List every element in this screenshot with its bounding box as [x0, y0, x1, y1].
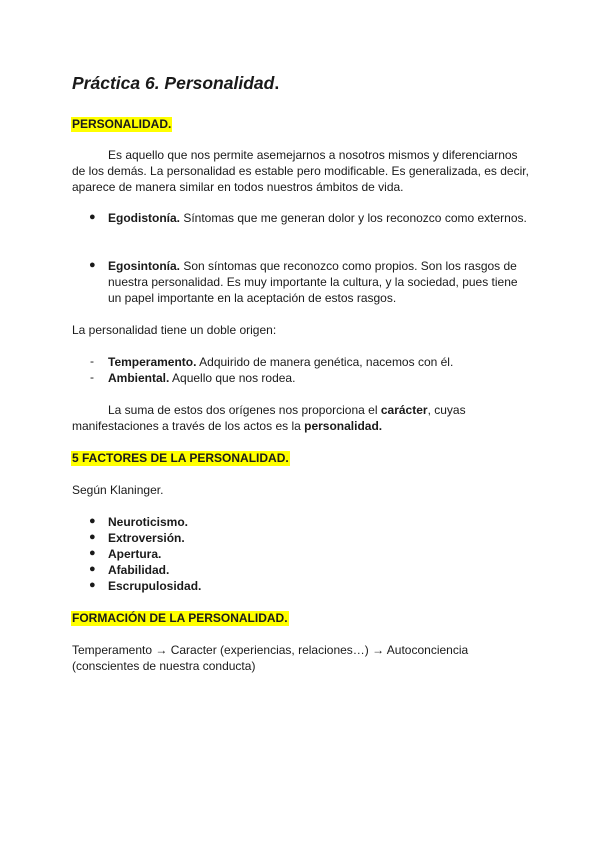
dash-marker-icon: -	[90, 354, 94, 368]
list-item: Egodistonía. Síntomas que me generan dolor y los reconozco como externos.	[108, 211, 527, 225]
list-item: Apertura.	[108, 547, 162, 561]
list-item: Egosintonía. Son síntomas que reconozco como propios. Son los rasgos de nuestra personalidad. Es muy importante la cultura, y la sociedad, pues tiene un papel importante en la aceptación de estos rasgos.	[108, 259, 518, 305]
page-title: Práctica 6. Personalidad.	[72, 73, 280, 93]
bullet-dot-icon: ●	[89, 531, 96, 543]
section-heading-personalidad: PERSONALIDAD.	[72, 117, 172, 131]
list-item: Afabilidad.	[108, 563, 170, 577]
dash-marker-icon: -	[90, 370, 94, 384]
list-item: Neuroticismo.	[108, 515, 189, 529]
list-item: Extroversión.	[108, 531, 185, 545]
intro-paragraph: Es aquello que nos permite asemejarnos a nosotros mismos y diferenciarnos de los demás. La personalidad es estable pero modificable. Es generalizada, es decir, aparece de manera similar en todos nuestros ámbitos de vida.	[72, 148, 529, 194]
section-heading-factores: 5 FACTORES DE LA PERSONALIDAD.	[72, 451, 289, 465]
bullet-dot-icon: ●	[89, 547, 96, 559]
origin-intro: La personalidad tiene un doble origen:	[72, 323, 277, 337]
bullet-dot-icon: ●	[89, 579, 96, 591]
source-text: Según Klaninger.	[72, 483, 164, 497]
list-item: Escrupulosidad.	[108, 579, 202, 593]
section-heading-formacion: FORMACIÓN DE LA PERSONALIDAD.	[72, 611, 288, 625]
bullet-dot-icon: ●	[89, 211, 96, 223]
list-item: Ambiental. Aquello que nos rodea.	[108, 371, 296, 385]
formation-text: Temperamento → Caracter (experiencias, relaciones…) → Autoconciencia (conscientes de nuestra conducta)	[72, 643, 469, 673]
bullet-dot-icon: ●	[89, 515, 96, 527]
summary-paragraph: La suma de estos dos orígenes nos proporciona el carácter, cuyas manifestaciones a través de los actos es la personalidad.	[72, 403, 466, 433]
bullet-dot-icon: ●	[89, 563, 96, 575]
list-item: Temperamento. Adquirido de manera genética, nacemos con él.	[108, 355, 454, 369]
bullet-dot-icon: ●	[89, 259, 96, 271]
